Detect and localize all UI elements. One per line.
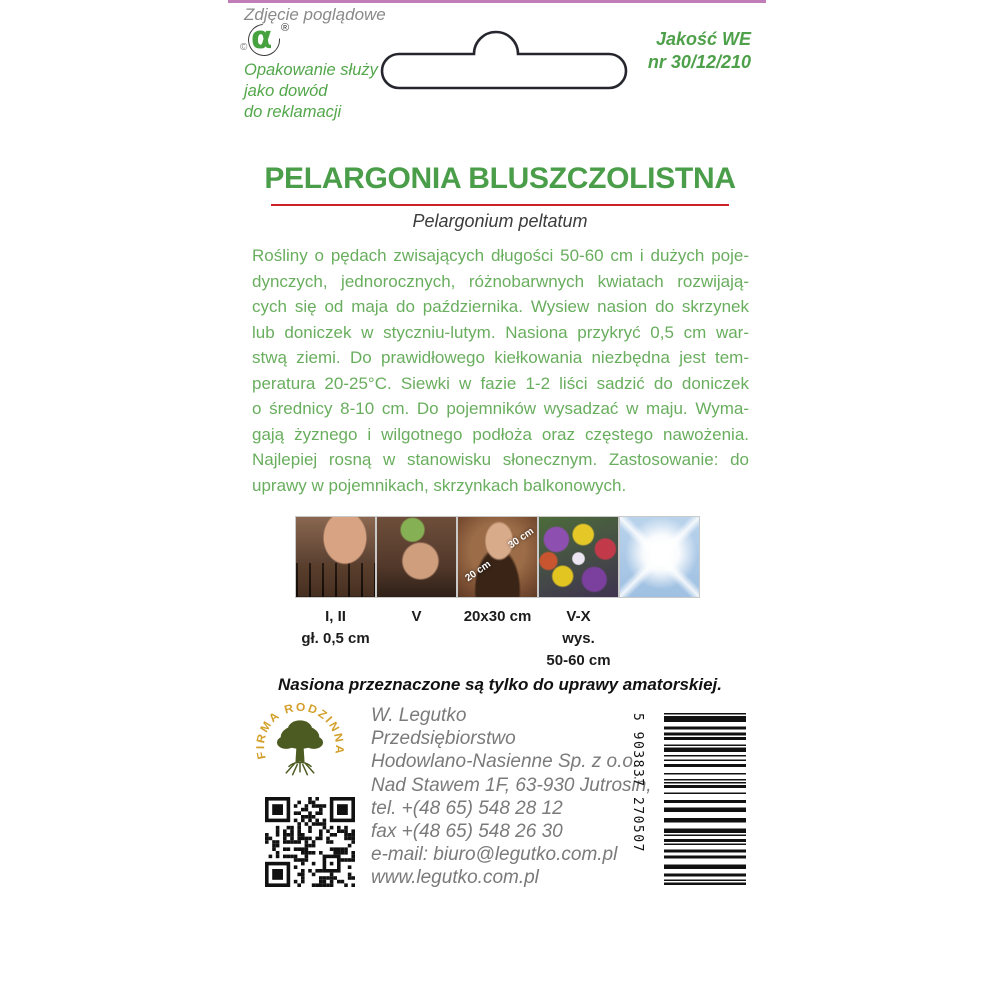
qr-code — [265, 797, 355, 887]
description-line: o średnicy 8-10 cm. Do pojemników wysadzać w maju. Wyma- — [252, 399, 749, 418]
alpha-icon: α — [251, 20, 273, 56]
tree-icon — [277, 720, 323, 774]
packaging-note-line: jako dowód — [244, 82, 328, 100]
barcode-number: 5 903837 270507 — [630, 713, 645, 853]
copyright-symbol: © — [240, 42, 248, 53]
sowing-tray-photo — [296, 517, 375, 597]
description-line: cych się od maja do października. Wysiew nasion do skrzynek — [252, 297, 749, 316]
preview-photo-note: Zdjęcie poglądowe — [244, 5, 386, 24]
amateur-use-note: Nasiona przeznaczone są tylko do uprawy amatorskiej. — [277, 675, 723, 694]
pot-spacing-label-20: 20 cm — [463, 558, 493, 585]
description-line: Najlepiej rosną w stanowisku słonecznym. Zastosowanie: do — [252, 450, 749, 469]
address-line: Przedsiębiorstwo — [371, 728, 516, 750]
address-line: W. Legutko — [371, 705, 467, 726]
quality-line-2: nr 30/12/210 — [647, 52, 751, 72]
description-line: peratura 20-25°C. Siewki w fazie 1-2 liści sadzić do doniczek — [252, 373, 749, 393]
description-line: gają żyznego i wilgotnego podłoża oraz częstego nawożenia. — [252, 424, 749, 444]
address-line: tel. +(48 65) 548 28 12 — [371, 797, 563, 819]
description-line: lub doniczek w styczniu-lutym. Nasiona przykryć 0,5 cm war- — [252, 322, 749, 342]
seedling-transplant-photo — [377, 517, 456, 597]
description-line: stwą ziemi. Do prawidłowego kiełkowania niezbędna jest tem- — [252, 348, 749, 367]
address-line: Hodowlano-Nasienne Sp. z o.o. — [371, 751, 639, 773]
description-paragraph — [252, 243, 749, 498]
sun-photo — [620, 517, 699, 597]
family-company-logo — [254, 702, 346, 794]
title-underline — [271, 204, 729, 206]
packaging-note-line: Opakowanie służy — [244, 61, 378, 79]
logo-circle-text: FIRMA RODZINNA — [255, 702, 346, 761]
address-line: e-mail: biuro@legutko.com.pl — [371, 844, 618, 866]
top-edge-line — [228, 0, 766, 3]
address-line: www.legutko.com.pl — [371, 867, 539, 889]
caption-flowering: V-X wys. 50-60 cm — [546, 608, 611, 669]
pot-planting-photo — [458, 517, 537, 597]
flowers-photo — [539, 517, 618, 597]
barcode — [664, 713, 746, 885]
description-line: uprawy w pojemnikach, skrzynkach balkonowych. — [252, 475, 627, 495]
quality-line-1: Jakość WE — [655, 29, 751, 49]
hang-tab-outline-icon — [379, 30, 631, 94]
latin-name: Pelargonium peltatum — [412, 211, 588, 231]
caption-transplant: V — [411, 608, 422, 625]
plant-title: PELARGONIA BLUSZCZOLISTNA — [264, 162, 736, 195]
address-line: fax +(48 65) 548 26 30 — [371, 821, 563, 843]
caption-sowing: I, II gł. 0,5 cm — [301, 608, 370, 647]
packaging-note-line: do reklamacji — [244, 103, 342, 121]
pot-spacing-label-30: 30 cm — [506, 525, 536, 552]
company-address — [371, 704, 652, 890]
quality-mark — [648, 28, 751, 74]
description-line: dynczych, jednorocznych, różnobarwnych kwiatach rozwijają- — [252, 271, 749, 291]
caption-spacing: 20x30 cm — [463, 608, 532, 625]
pictogram-captions — [296, 606, 699, 672]
pictogram-photo-row — [296, 517, 699, 597]
registered-symbol: ® — [281, 22, 290, 34]
packaging-claim-note — [244, 60, 378, 123]
description-line: Rośliny o pędach zwisających długości 50-60 cm i dużych poje- — [252, 246, 749, 265]
caption-sun — [620, 606, 699, 672]
address-line: Nad Stawem 1F, 63-930 Jutrosin, — [371, 774, 652, 796]
